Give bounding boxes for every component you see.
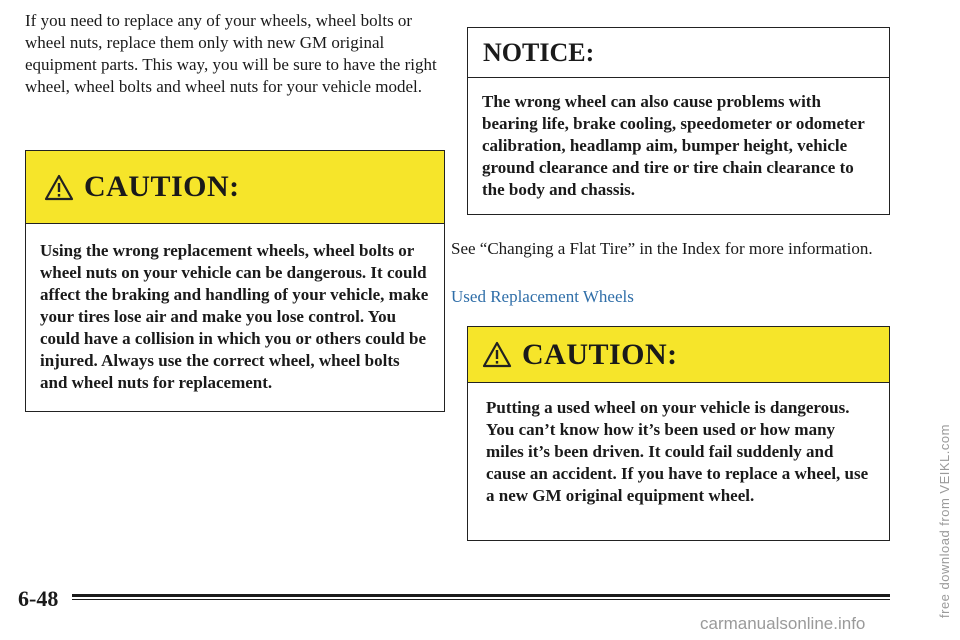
notice-body: The wrong wheel can also cause problems with bearing life, brake cooling, speedometer or odometer calibration, headlamp aim, bumper height, vehicle ground clearance and tire or tire chain clearance to the body and chassis.: [482, 92, 865, 199]
page-number: 6-48: [18, 586, 59, 611]
caution-title: CAUTION:: [522, 337, 678, 371]
caution-header: [26, 151, 444, 224]
notice-title: NOTICE:: [483, 37, 595, 67]
warning-triangle-icon: [44, 174, 74, 201]
intro-paragraph: If you need to replace any of your wheels, wheel bolts or wheel nuts, replace them only with new GM original equipment parts. This way, you will be sure to have the right wheel, wheel bolts and wheel nuts for your vehicle model.: [25, 11, 437, 96]
caution-body: Using the wrong replacement wheels, wheel bolts or wheel nuts on your vehicle can be dangerous. It could affect the braking and handling of your vehicle, make your tires lose air and make you lose control. You could have a collision in which you or others could be injured. Always use the correct wheel, wheel bolts and wheel nuts for replacement.: [40, 241, 429, 392]
caution-title: CAUTION:: [84, 170, 240, 203]
footer-rule: [72, 594, 890, 597]
footer-site-watermark: carmanualsonline.info: [700, 614, 866, 633]
side-watermark: free download from VEIKL.com: [937, 424, 952, 618]
notice-header: [468, 28, 889, 78]
caution-box-replacement: [25, 150, 445, 412]
see-reference-text: See “Changing a Flat Tire” in the Index for more information.: [451, 239, 873, 258]
caution-body: Putting a used wheel on your vehicle is dangerous. You can’t know how it’s been used or how many miles it’s been driven. It could fail suddenly and cause an accident. If you have to replace a wheel, use a new GM original equipment wheel.: [486, 398, 869, 505]
notice-box: [467, 27, 890, 215]
section-subheading: Used Replacement Wheels: [451, 287, 634, 306]
caution-header: [468, 327, 889, 383]
caution-box-used-wheels: [467, 326, 890, 541]
warning-triangle-icon: [482, 341, 512, 368]
